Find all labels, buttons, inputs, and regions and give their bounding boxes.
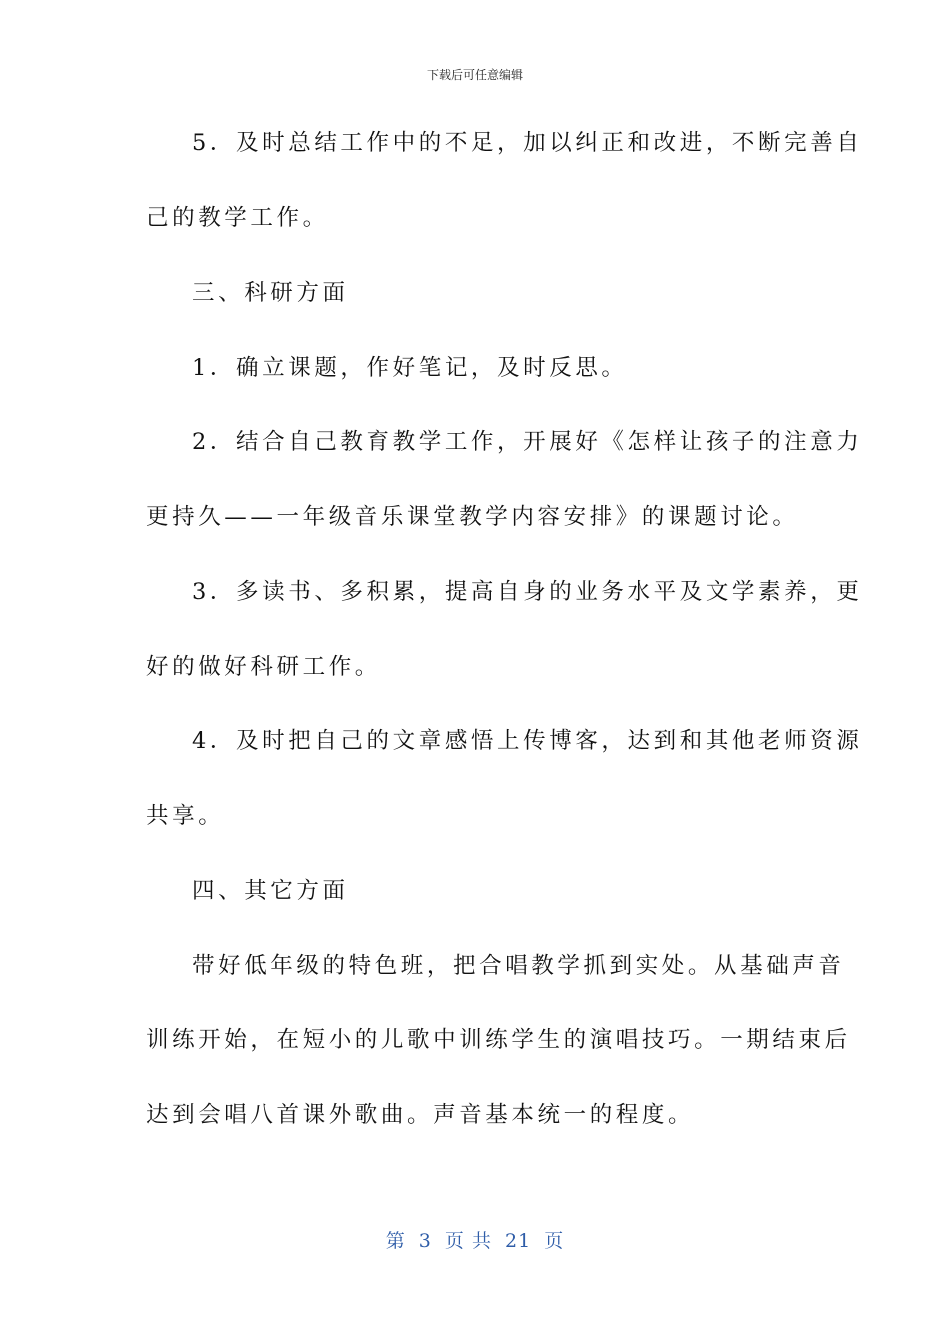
paragraph-line: 训练开始，在短小的儿歌中训练学生的演唱技巧。一期结束后 <box>146 1027 851 1053</box>
paragraph-line: 2．结合自己教育教学工作，开展好《怎样让孩子的注意力 <box>192 429 863 455</box>
paragraph-line: 1．确立课题，作好笔记，及时反思。 <box>192 355 628 381</box>
section-heading: 四、其它方面 <box>192 878 349 904</box>
total-pages-number: 21 <box>505 1230 532 1252</box>
header-note: 下载后可任意编辑 <box>426 68 523 82</box>
paragraph-line: 5．及时总结工作中的不足，加以纠正和改进，不断完善自 <box>192 130 863 156</box>
paragraph-line: 己的教学工作。 <box>146 205 329 231</box>
section-heading: 三、科研方面 <box>192 280 349 306</box>
paragraph-line: 更持久——一年级音乐课堂教学内容安排》的课题讨论。 <box>146 504 799 530</box>
paragraph-line: 达到会唱八首课外歌曲。声音基本统一的程度。 <box>146 1102 695 1128</box>
paragraph-line: 4．及时把自己的文章感悟上传博客，达到和其他老师资源 <box>192 728 863 754</box>
paragraph-line: 共享。 <box>146 803 225 829</box>
paragraph-line: 好的做好科研工作。 <box>146 654 381 680</box>
paragraph-line: 3．多读书、多积累，提高自身的业务水平及文学素养，更 <box>192 579 863 605</box>
footer-label-of: 页 共 <box>444 1230 492 1252</box>
page-footer <box>0 1226 950 1253</box>
current-page-number: 3 <box>418 1230 432 1252</box>
footer-label-page: 第 <box>385 1230 406 1252</box>
paragraph-line: 带好低年级的特色班，把合唱教学抓到实处。从基础声音 <box>192 953 845 979</box>
footer-label-end: 页 <box>544 1230 565 1252</box>
